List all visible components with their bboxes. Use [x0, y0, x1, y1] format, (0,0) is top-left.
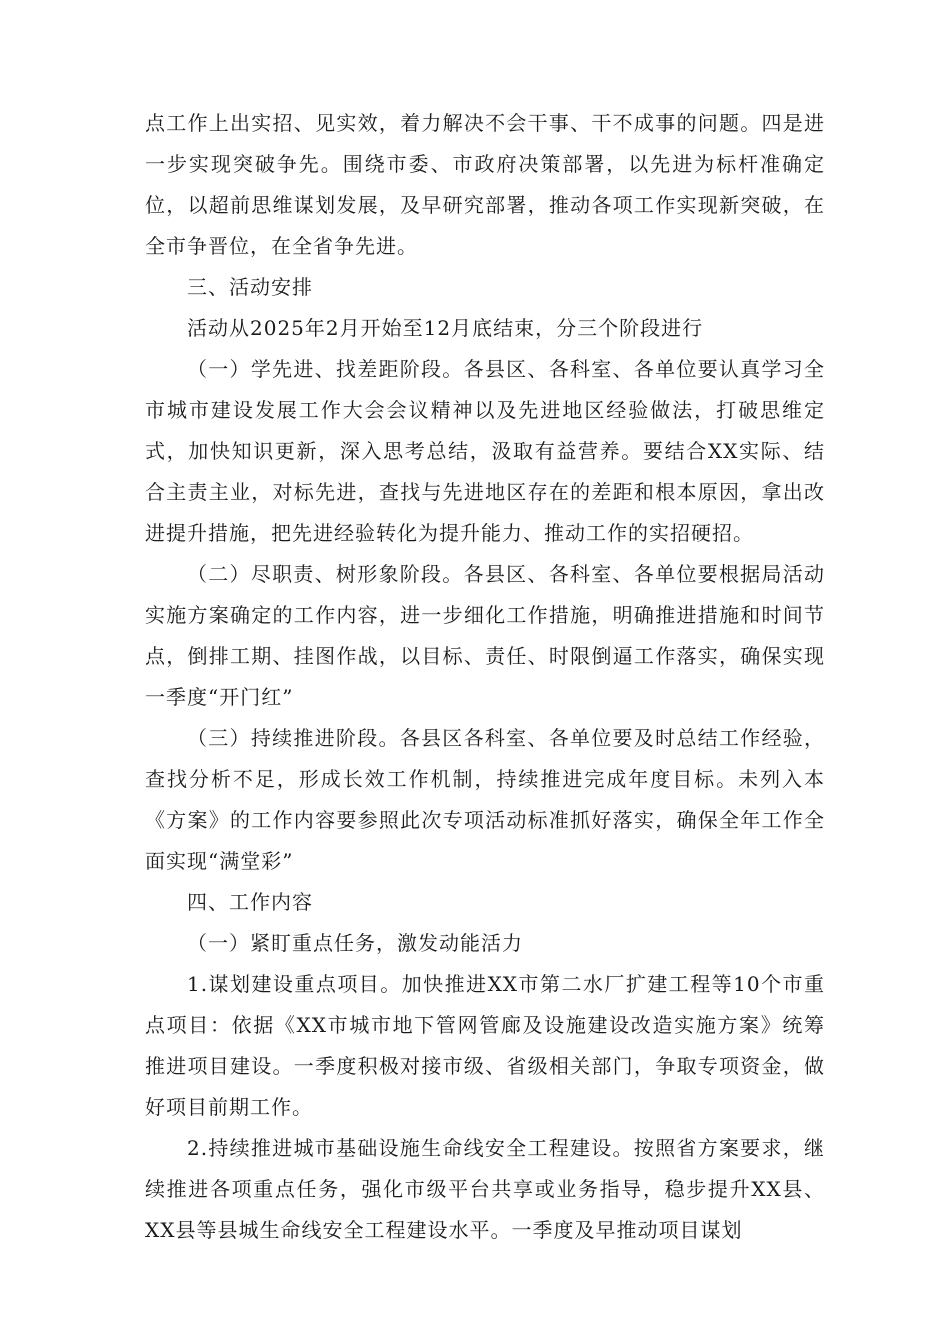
paragraph-schedule-intro: 活动从2025年2月开始至12月底结束，分三个阶段进行 — [187, 316, 704, 340]
paragraph-stage-two: （二）尽职责、树形象阶段。各县区、各科室、各单位要根据局活动实施方案确定的工作内容，进一步细化工作措施，明确推进措施和时间节点，倒排工期、挂图作战，以目标、责任、时限倒逼工作落实，确保实现一季度“开门红” — [145, 562, 825, 709]
section-heading-activity-schedule: 三、活动安排 — [187, 275, 313, 299]
paragraph-continuation: 点工作上出实招、见实效，着力解决不会干事、干不成事的问题。四是进一步实现突破争先。围绕市委、市政府决策部署，以先进为标杆准确定位，以超前思维谋划发展，及早研究部署，推动各项工作实现新突破，在全市争晋位，在全省争先进。 — [145, 111, 825, 258]
paragraph-stage-three: （三）持续推进阶段。各县区各科室、各单位要及时总结工作经验，查找分析不足，形成长效工作机制，持续推进完成年度目标。未列入本《方案》的工作内容要参照此次专项活动标准抓好落实，确保全年工作全面实现“满堂彩” — [145, 726, 825, 873]
section-heading-work-content: 四、工作内容 — [187, 890, 313, 914]
paragraph-item-one: 1.谋划建设重点项目。加快推进XX市第二水厂扩建工程等10个市重点项目：依据《XX市城市地下管网管廊及设施建设改造实施方案》统筹推进项目建设。一季度积极对接市级、省级相关部门，争取专项资金，做好项目前期工作。 — [145, 972, 825, 1119]
paragraph-item-two: 2.持续推进城市基础设施生命线安全工程建设。按照省方案要求，继续推进各项重点任务，强化市级平台共享或业务指导，稳步提升XX县、XX县等县城生命线安全工程建设水平。一季度及早推动项目谋划 — [145, 1136, 825, 1242]
subsection-heading-key-tasks: （一）紧盯重点任务，激发动能活力 — [187, 931, 523, 955]
document-page — [145, 103, 825, 1251]
paragraph-stage-one: （一）学先进、找差距阶段。各县区、各科室、各单位要认真学习全市城市建设发展工作大会会议精神以及先进地区经验做法，打破思维定式，加快知识更新，深入思考总结，汲取有益营养。要结合XX实际、结合主责主业，对标先进，查找与先进地区存在的差距和根本原因，拿出改进提升措施，把先进经验转化为提升能力、推动工作的实招硬招。 — [145, 357, 825, 545]
